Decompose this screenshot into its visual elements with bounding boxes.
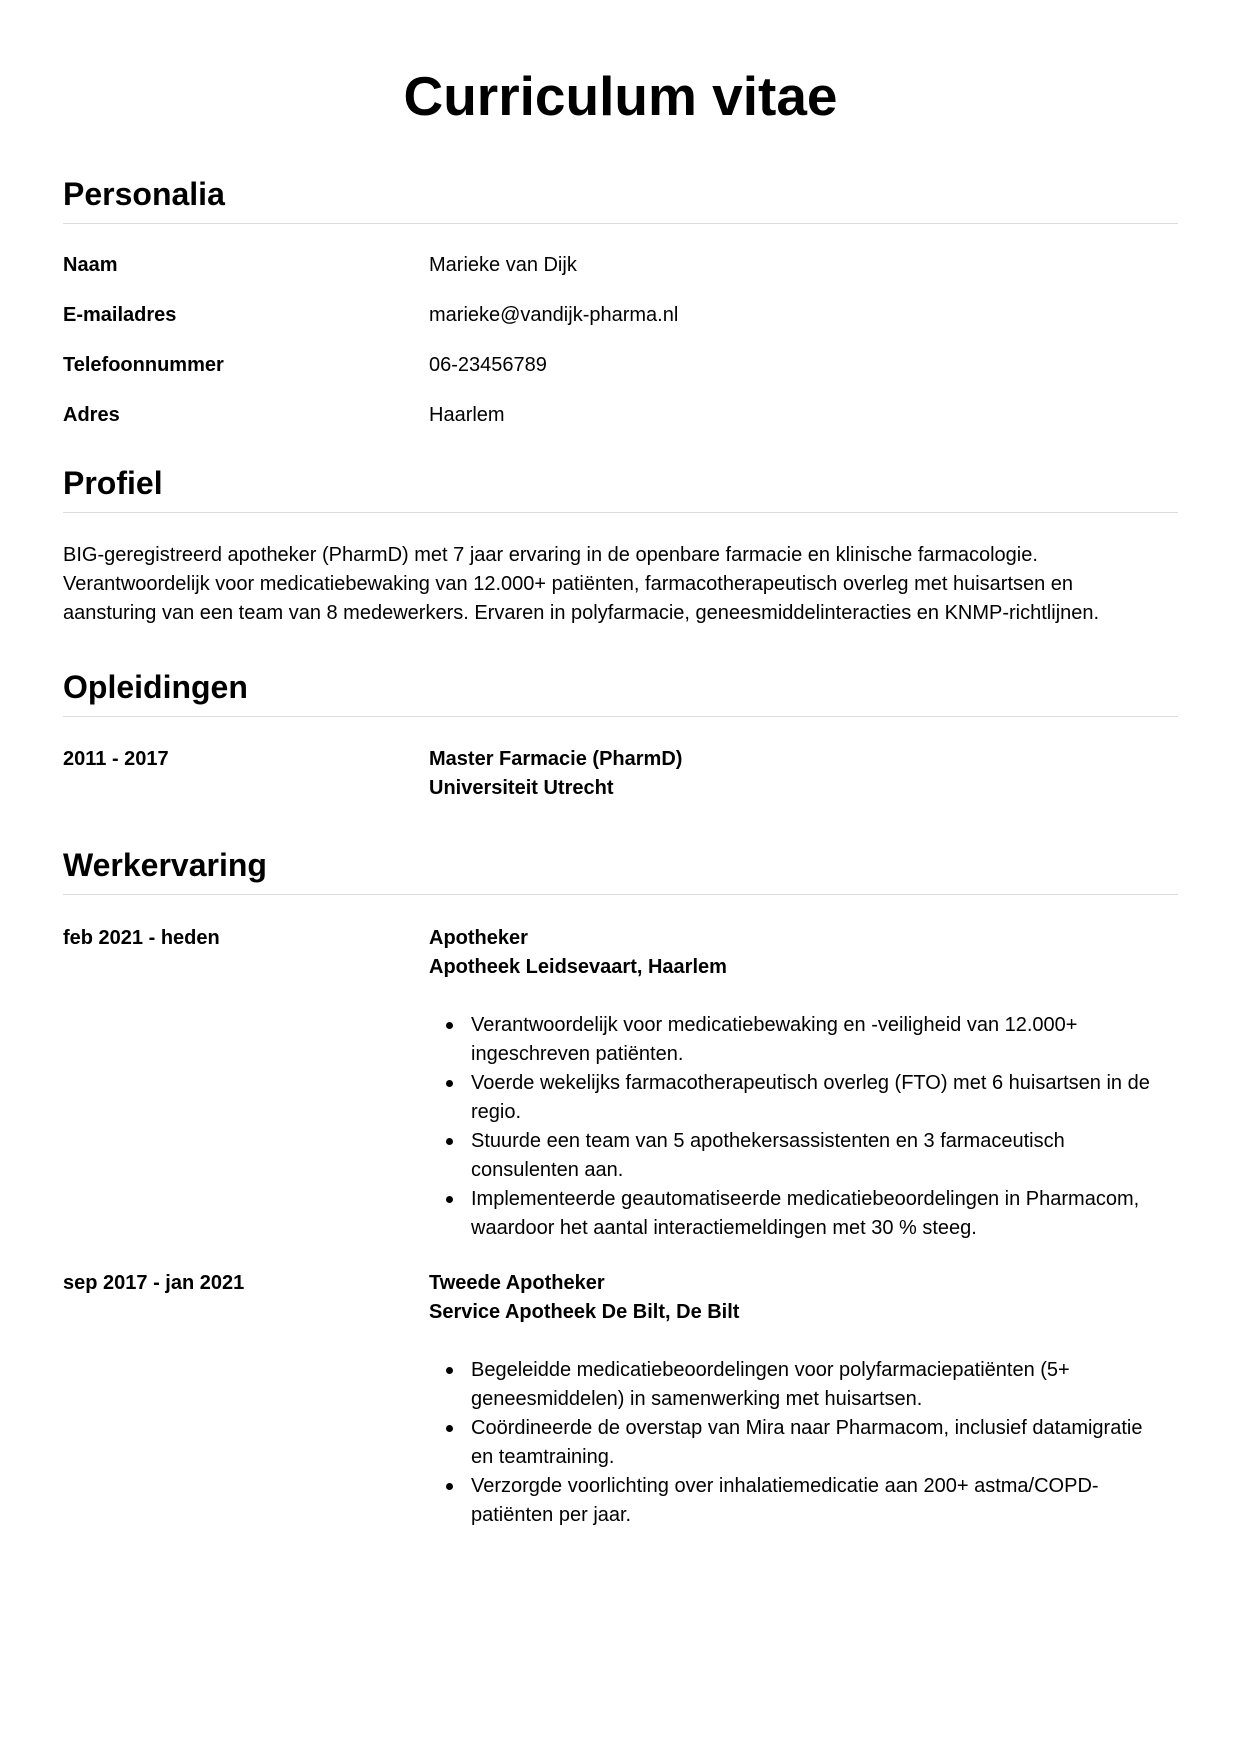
value-telefoon: 06-23456789	[429, 354, 547, 376]
education-details	[429, 745, 1178, 803]
bullet-line: geneesmiddelen) in samenwerking met huisartsen.	[471, 1388, 923, 1410]
label-naam: Naam	[63, 254, 118, 276]
section-heading-personalia: Personalia	[63, 176, 225, 212]
personalia-row-adres	[63, 401, 1178, 430]
bullet-line: ingeschreven patiënten.	[471, 1043, 684, 1065]
education-period: 2011 - 2017	[63, 748, 169, 770]
work-bullet	[429, 1011, 1178, 1069]
section-divider	[63, 512, 1178, 513]
label-adres: Adres	[63, 404, 120, 426]
bullet-line: en teamtraining.	[471, 1446, 615, 1468]
personalia-list	[63, 251, 1178, 430]
bullet-line: Verantwoordelijk voor medicatiebewaking en -veiligheid van 12.000+	[471, 1014, 1078, 1036]
label-telefoon: Telefoonnummer	[63, 354, 224, 376]
value-adres: Haarlem	[429, 404, 505, 426]
bullet-line: patiënten per jaar.	[471, 1504, 632, 1526]
document-title: Curriculum vitae	[403, 65, 838, 127]
value-email: marieke@vandijk-pharma.nl	[429, 304, 679, 326]
personalia-row-telefoon	[63, 351, 1178, 380]
profile-line: aansturing van een team van 8 medewerkers. Ervaren in polyfarmacie, geneesmiddelinteracties en KNMP-richtlijnen.	[63, 602, 1100, 624]
bullet-line: consulenten aan.	[471, 1159, 624, 1181]
personalia-row-email	[63, 301, 1178, 330]
work-bullet	[429, 1185, 1178, 1243]
section-divider	[63, 894, 1178, 895]
section-personalia	[63, 174, 1178, 430]
bullet-line: Coördineerde de overstap van Mira naar Pharmacom, inclusief datamigratie	[471, 1417, 1143, 1439]
work-period: feb 2021 - heden	[63, 927, 220, 949]
section-divider	[63, 223, 1178, 224]
section-profiel	[63, 463, 1178, 628]
section-werkervaring	[63, 845, 1178, 1530]
work-role: Apotheker	[429, 927, 528, 949]
work-period: sep 2017 - jan 2021	[63, 1272, 245, 1294]
education-degree: Master Farmacie (PharmD)	[429, 748, 683, 770]
section-divider	[63, 716, 1178, 717]
section-heading-werkervaring: Werkervaring	[63, 847, 267, 883]
work-bullet	[429, 1127, 1178, 1185]
work-bullet	[429, 1356, 1178, 1414]
bullet-line: Begeleidde medicatiebeoordelingen voor polyfarmaciepatiënten (5+	[471, 1359, 1070, 1381]
bullet-line: regio.	[471, 1101, 522, 1123]
section-heading-opleidingen: Opleidingen	[63, 669, 248, 705]
work-bullet	[429, 1069, 1178, 1127]
bullet-line: waardoor het aantal interactiemeldingen met 30 % steeg.	[471, 1217, 977, 1239]
profile-line: Verantwoordelijk voor medicatiebewaking van 12.000+ patiënten, farmacotherapeutisch overleg met huisartsen en	[63, 573, 1074, 595]
profile-line: BIG-geregistreerd apotheker (PharmD) met 7 jaar ervaring in de openbare farmacie en klinische farmacologie.	[63, 544, 1038, 566]
bullet-line: Verzorgde voorlichting over inhalatiemedicatie aan 200+ astma/COPD-	[471, 1475, 1099, 1497]
work-bullet-list	[429, 1011, 1178, 1243]
value-naam: Marieke van Dijk	[429, 254, 577, 276]
work-entry	[63, 1269, 1178, 1530]
education-entry	[63, 745, 1178, 803]
work-entry	[63, 924, 1178, 1243]
work-details	[429, 924, 1178, 1243]
bullet-line: Implementeerde geautomatiseerde medicatiebeoordelingen in Pharmacom,	[471, 1188, 1140, 1210]
work-bullet	[429, 1414, 1178, 1472]
work-bullet-list	[429, 1356, 1178, 1530]
work-bullet	[429, 1472, 1178, 1530]
label-email: E-mailadres	[63, 304, 177, 326]
personalia-row-naam	[63, 251, 1178, 280]
section-opleidingen	[63, 667, 1178, 803]
bullet-line: Voerde wekelijks farmacotherapeutisch overleg (FTO) met 6 huisartsen in de	[471, 1072, 1150, 1094]
profile-text	[63, 541, 1178, 628]
section-heading-profiel: Profiel	[63, 465, 163, 501]
work-employer: Apotheek Leidsevaart, Haarlem	[429, 956, 727, 978]
work-employer: Service Apotheek De Bilt, De Bilt	[429, 1301, 740, 1323]
education-institution: Universiteit Utrecht	[429, 777, 614, 799]
work-details	[429, 1269, 1178, 1530]
bullet-line: Stuurde een team van 5 apothekersassistenten en 3 farmaceutisch	[471, 1130, 1065, 1152]
work-role: Tweede Apotheker	[429, 1272, 605, 1294]
